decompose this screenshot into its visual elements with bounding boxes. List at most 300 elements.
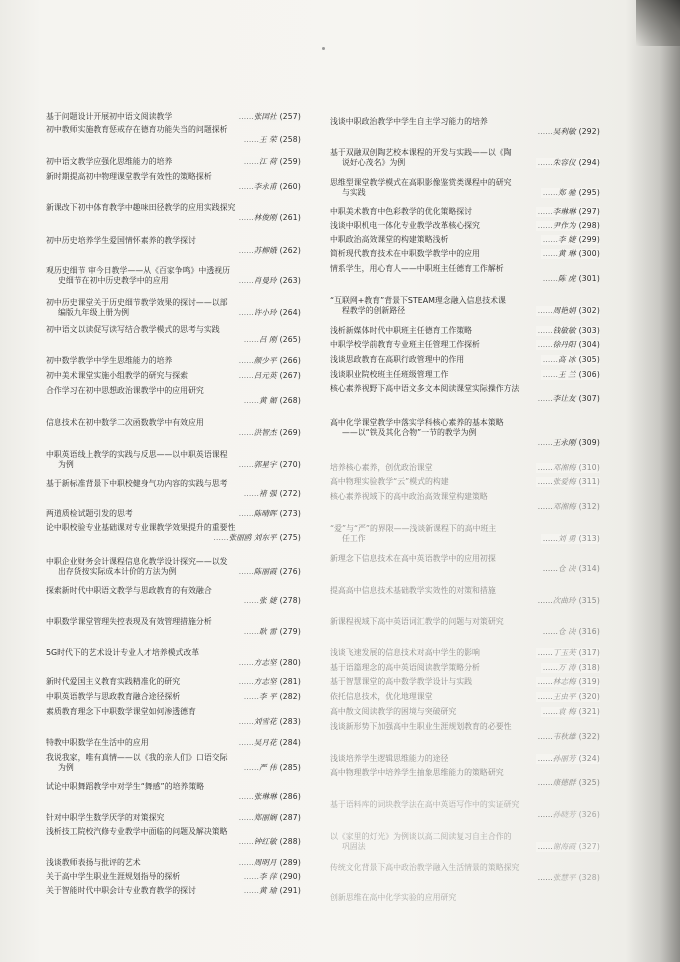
entry-page-number: (289)	[279, 858, 301, 867]
entry-author: 苏柳娥	[253, 246, 277, 255]
entry-author: 黄 瑜	[258, 886, 277, 895]
entry-meta	[541, 249, 600, 259]
leader-dots: ……	[542, 534, 558, 543]
entry-author: 韦秋雄	[552, 732, 576, 741]
entry-page-number: (267)	[279, 371, 301, 380]
entry-title: 新课改下初中体育教学中趣味田径教学的应用实践探究	[46, 203, 236, 212]
toc-entry	[330, 148, 600, 168]
leader-dots: ……	[542, 370, 558, 379]
entry-meta	[46, 533, 301, 543]
toc-entry	[330, 524, 600, 544]
toc-entry	[330, 707, 600, 717]
entry-meta	[330, 274, 600, 284]
entry-meta	[237, 356, 301, 366]
leader-dots: ……	[238, 738, 254, 747]
leader-dots: ……	[537, 873, 553, 882]
entry-title: 基于语篇理念的高中英语阅读教学策略分析	[330, 663, 480, 672]
entry-author: 谢海霞	[552, 842, 576, 851]
leader-dots: ……	[238, 677, 254, 686]
entry-author: 仓 决	[557, 627, 576, 636]
entry-meta	[46, 658, 301, 668]
toc-entry	[46, 557, 301, 577]
leader-dots: ……	[213, 533, 229, 542]
entry-meta	[536, 158, 600, 168]
entry-page-number: (292)	[578, 127, 600, 136]
entry-meta	[242, 763, 301, 773]
entry-author: 吕 刚	[258, 335, 277, 344]
toc-entry	[330, 768, 600, 788]
entry-author: 袁 梅	[557, 707, 576, 716]
leader-dots: ……	[537, 502, 553, 511]
toc-entry	[46, 738, 301, 748]
entry-title: 关于高中学生职业生涯规划指导的探析	[46, 872, 181, 881]
leader-dots: ……	[537, 340, 553, 349]
entry-meta	[330, 596, 600, 606]
entry-meta	[46, 213, 301, 223]
leader-dots: ……	[243, 396, 259, 405]
entry-meta	[536, 207, 600, 217]
toc-entry	[330, 492, 600, 512]
leader-dots: ……	[542, 627, 558, 636]
entry-page-number: (309)	[578, 438, 600, 447]
leader-dots: ……	[537, 778, 553, 787]
entry-meta	[330, 502, 600, 512]
entry-meta	[536, 306, 600, 316]
toc-entry	[330, 893, 600, 903]
leader-dots: ……	[238, 182, 254, 191]
entry-meta	[237, 112, 301, 122]
entry-title: “爱”与“严”的界限——浅谈新课程下的高中班主	[330, 524, 497, 533]
toc-entry	[330, 586, 600, 606]
toc-entry	[46, 203, 301, 223]
entry-author: 钟红敏	[253, 837, 277, 846]
entry-title: 与实践	[342, 188, 366, 197]
entry-meta	[46, 246, 301, 256]
entry-meta	[536, 477, 600, 487]
page-corner-shadow	[636, 0, 680, 46]
entry-meta	[237, 371, 301, 381]
leader-dots: ……	[238, 246, 254, 255]
entry-title: 浅谈培养学生逻辑思维能力的途径	[330, 754, 449, 763]
entry-page-number: (319)	[578, 677, 600, 686]
entry-title: 论中职校验专业基础课对专业课教学效果提升的重要性	[46, 523, 236, 532]
entry-title: 中职数学课堂管理失控表现及有效管理措施分析	[46, 617, 212, 626]
entry-page-number: (326)	[578, 810, 600, 819]
entry-meta	[536, 326, 600, 336]
entry-author: 陈 虎	[557, 274, 576, 283]
entry-meta	[237, 858, 301, 868]
toc-entry	[330, 178, 600, 198]
leader-dots: ……	[243, 692, 259, 701]
entry-title: 观历史细节 审今日教学——从《百家争鸣》中透视历	[46, 266, 230, 275]
entry-title: 基于语料库的词块教学法在高中英语写作中的实证研究	[330, 800, 520, 809]
entry-page-number: (307)	[578, 394, 600, 403]
entry-author: 李琳琳	[552, 207, 576, 216]
toc-entry	[330, 117, 600, 137]
entry-meta	[330, 627, 600, 637]
toc-entry	[330, 418, 600, 448]
entry-meta	[237, 813, 301, 823]
entry-title: 合作学习在初中思想政治课教学中的应用研究	[46, 386, 204, 395]
toc-entry	[46, 827, 301, 847]
entry-author: 徐丹阳	[552, 340, 576, 349]
entry-author: 方志坚	[253, 677, 277, 686]
entry-author: 尹作为	[552, 221, 576, 230]
entry-title: 核心素养视野下高中语文多文本阅读课堂实际操作方法	[330, 384, 520, 393]
entry-title: 提高高中信息技术基础教学实效性的对策和措施	[330, 586, 496, 595]
entry-meta	[541, 235, 600, 245]
entry-author: 李永甫	[253, 182, 277, 191]
leader-dots: ……	[238, 813, 254, 822]
leader-dots: ……	[537, 477, 553, 486]
toc-entry	[46, 418, 301, 438]
entry-author: 万 涛	[557, 663, 576, 672]
entry-title: 编版九年级上册为例	[58, 308, 130, 317]
leader-dots: ……	[238, 371, 254, 380]
entry-page-number: (317)	[578, 648, 600, 657]
entry-author: 王 兰	[557, 370, 576, 379]
toc-entry	[330, 340, 600, 350]
entry-title: 针对中职学生数学厌学的对策探究	[46, 813, 165, 822]
entry-author: 孙晓芳	[552, 810, 576, 819]
entry-meta	[46, 837, 301, 847]
entry-title: 初中数学教学中学生思维能力的培养	[46, 356, 173, 365]
entry-title: 任工作	[342, 534, 366, 543]
entry-title: 两道质检试题引发的思考	[46, 509, 133, 518]
toc-entry	[330, 264, 600, 284]
toc-entry	[330, 296, 600, 316]
entry-meta	[237, 567, 301, 577]
entry-title: 传统文化背景下高中政治教学融入生活情景的策略探究	[330, 863, 520, 872]
toc-entry	[46, 479, 301, 499]
leader-dots: ……	[542, 235, 558, 244]
toc-entry	[330, 832, 600, 852]
leader-dots: ……	[243, 335, 259, 344]
entry-page-number: (270)	[279, 460, 301, 469]
entry-title: 浅析新媒体时代中职班主任德育工作策略	[330, 326, 473, 335]
toc-entry	[330, 648, 600, 658]
entry-author: 郑 驰	[557, 188, 576, 197]
entry-meta	[46, 627, 301, 637]
toc-entry	[46, 692, 301, 702]
entry-title: 浅析技工院校汽修专业教学中面临的问题及解决策略	[46, 827, 228, 836]
entry-author: 周艳娟	[552, 306, 576, 315]
leader-dots: ……	[238, 460, 254, 469]
entry-page-number: (299)	[578, 235, 600, 244]
entry-page-number: (305)	[578, 355, 600, 364]
entry-author: 耿 雷	[258, 627, 277, 636]
toc-entry	[46, 298, 301, 318]
entry-meta	[330, 394, 600, 404]
leader-dots: ……	[537, 810, 553, 819]
entry-author: 方志坚	[253, 658, 277, 667]
entry-author: 王虫平	[552, 692, 576, 701]
entry-title: 新理念下信息技术在高中英语教学中的应用初探	[330, 554, 496, 563]
entry-page-number: (315)	[578, 596, 600, 605]
toc-entry	[330, 355, 600, 365]
entry-page-number: (268)	[279, 396, 301, 405]
leader-dots: ……	[238, 356, 254, 365]
entry-meta	[46, 489, 301, 499]
entry-author: 康德群	[552, 778, 576, 787]
entry-author: 张爱梅	[552, 477, 576, 486]
entry-title: 基于智慧课堂的高中数学教学设计与实践	[330, 677, 473, 686]
leader-dots: ……	[238, 837, 254, 846]
entry-page-number: (291)	[279, 886, 301, 895]
entry-page-number: (325)	[578, 778, 600, 787]
leader-dots: ……	[542, 274, 558, 283]
leader-dots: ……	[238, 509, 254, 518]
entry-page-number: (263)	[279, 276, 301, 285]
entry-title: “互联网+教育”背景下STEAM理念融入信息技术课	[330, 296, 506, 305]
entry-page-number: (269)	[279, 428, 301, 437]
leader-dots: ……	[537, 677, 553, 686]
entry-title: 以《家里的灯光》为例谈以高二阅读复习自主合作的	[330, 832, 512, 841]
entry-page-number: (302)	[578, 306, 600, 315]
entry-author: 李让友	[552, 394, 576, 403]
toc-entry	[330, 754, 600, 764]
entry-title: 高中化学课堂教学中落实学科核心素养的基本策略	[330, 418, 504, 427]
entry-page-number: (298)	[578, 221, 600, 230]
entry-page-number: (303)	[578, 326, 600, 335]
entry-title: 初中语文以读促写读写结合教学模式的思考与实践	[46, 325, 220, 334]
toc-entry	[46, 753, 301, 773]
entry-page-number: (279)	[279, 627, 301, 636]
entry-meta	[237, 738, 301, 748]
leader-dots: ……	[243, 627, 259, 636]
entry-meta	[46, 396, 301, 406]
entry-author: 仓 决	[557, 564, 576, 573]
entry-meta	[541, 707, 600, 717]
entry-meta	[46, 182, 301, 192]
entry-author: 邓湘梅	[552, 463, 576, 472]
leader-dots: ……	[243, 886, 259, 895]
entry-page-number: (284)	[279, 738, 301, 747]
entry-title: 中职英语教学与思政教育融合途径探析	[46, 692, 181, 701]
toc-entry	[46, 125, 301, 145]
leader-dots: ……	[537, 221, 553, 230]
entry-page-number: (283)	[279, 717, 301, 726]
entry-meta	[330, 810, 600, 820]
entry-author: 陈晴晖	[253, 509, 277, 518]
entry-title: 信息技术在初中数学二次函数教学中有效应用	[46, 418, 204, 427]
entry-page-number: (265)	[279, 335, 301, 344]
entry-author: 林志梅	[552, 677, 576, 686]
entry-title: 初中美术课堂实施小组教学的研究与探索	[46, 371, 189, 380]
toc-entry	[46, 266, 301, 286]
entry-title: 中职学校学前教育专业班主任管理工作探析	[330, 340, 480, 349]
toc-entry	[46, 157, 301, 167]
entry-page-number: (280)	[279, 658, 301, 667]
entry-page-number: (314)	[578, 564, 600, 573]
leader-dots: ……	[537, 732, 553, 741]
entry-meta	[46, 717, 301, 727]
entry-author: 周明月	[253, 858, 277, 867]
toc-entry	[330, 617, 600, 637]
toc-entry	[330, 326, 600, 336]
leader-dots: ……	[238, 717, 254, 726]
entry-author: 郭星宇	[253, 460, 277, 469]
leader-dots: ……	[243, 489, 259, 498]
entry-page-number: (281)	[279, 677, 301, 686]
entry-title: 高中物理实验教学“云”模式的构建	[330, 477, 449, 486]
entry-page-number: (312)	[578, 502, 600, 511]
entry-author: 李 婕	[557, 235, 576, 244]
entry-meta	[46, 135, 301, 145]
toc-entry	[330, 863, 600, 883]
toc-entry	[46, 813, 301, 823]
entry-meta	[237, 509, 301, 519]
entry-author: 张琳琳	[253, 792, 277, 801]
entry-page-number: (290)	[279, 872, 301, 881]
leader-dots: ……	[537, 127, 553, 136]
entry-page-number: (327)	[578, 842, 600, 851]
toc-entry	[330, 800, 600, 820]
entry-author: 王 荣	[258, 135, 277, 144]
leader-dots: ……	[537, 207, 553, 216]
entry-author: 吴月花	[253, 738, 277, 747]
toc-entry	[330, 477, 600, 487]
entry-author: 黄 琳	[557, 249, 576, 258]
entry-meta	[536, 754, 600, 764]
entry-author: 颜少平	[253, 356, 277, 365]
entry-meta	[330, 778, 600, 788]
entry-meta	[330, 438, 600, 448]
entry-page-number: (301)	[578, 274, 600, 283]
leader-dots: ……	[243, 135, 259, 144]
toc-entry	[46, 172, 301, 192]
ink-spot	[322, 47, 325, 50]
entry-page-number: (287)	[279, 813, 301, 822]
leader-dots: ……	[537, 306, 553, 315]
entry-meta	[536, 677, 600, 687]
toc-entry	[46, 886, 301, 896]
entry-title: 巩固法	[342, 842, 366, 851]
entry-meta	[242, 157, 301, 167]
entry-author: 黄 媚	[258, 396, 277, 405]
toc-entry	[46, 236, 301, 256]
entry-title: 基于新标准背景下中职校健身气功内容的实践与思考	[46, 479, 228, 488]
entry-title: 培养核心素养，创优政治课堂	[330, 463, 433, 472]
entry-author: 钱敏敏	[552, 326, 576, 335]
leader-dots: ……	[243, 872, 259, 881]
leader-dots: ……	[243, 596, 259, 605]
entry-page-number: (257)	[279, 112, 301, 121]
leader-dots: ……	[537, 394, 553, 403]
entry-page-number: (276)	[279, 567, 301, 576]
entry-meta	[46, 335, 301, 345]
toc-entry	[330, 677, 600, 687]
leader-dots: ……	[238, 213, 254, 222]
entry-title: 初中教师实施教育惩戒存在德育功能失当的问题探析	[46, 125, 228, 134]
entry-page-number: (310)	[578, 463, 600, 472]
entry-title: 简析现代教育技术在中职数学教学中的应用	[330, 249, 480, 258]
leader-dots: ……	[238, 792, 254, 801]
entry-page-number: (328)	[578, 873, 600, 882]
entry-page-number: (321)	[578, 707, 600, 716]
entry-title: 核心素养视域下的高中政治高效课堂构建策略	[330, 492, 488, 501]
entry-title: 创新思维在高中化学实验的应用研究	[330, 893, 457, 902]
leader-dots: ……	[537, 648, 553, 657]
toc-entry	[330, 463, 600, 473]
toc-entry	[46, 782, 301, 802]
entry-author: 肖曼玲	[253, 276, 277, 285]
leader-dots: ……	[537, 754, 553, 763]
entry-page-number: (275)	[279, 533, 301, 542]
entry-author: 张国社	[253, 112, 277, 121]
entry-title: 高中散文阅读教学的困境与突破研究	[330, 707, 457, 716]
entry-page-number: (318)	[578, 663, 600, 672]
entry-author: 高 冰	[557, 355, 576, 364]
entry-author: 林俊刚	[253, 213, 277, 222]
entry-meta	[242, 886, 301, 896]
entry-meta	[536, 221, 600, 231]
toc-entry	[330, 370, 600, 380]
entry-meta	[330, 127, 600, 137]
leader-dots: ……	[243, 157, 259, 166]
entry-title: 基于双融双创陶艺校本课程的开发与实践——以《陶	[330, 148, 512, 157]
entry-meta	[242, 872, 301, 882]
entry-title: 浅谈职业院校班主任班级管理工作	[330, 370, 449, 379]
entry-page-number: (285)	[279, 763, 301, 772]
entry-title: 浅谈教师表扬与批评的艺术	[46, 858, 141, 867]
toc-entry	[46, 677, 301, 687]
entry-page-number: (300)	[578, 249, 600, 258]
entry-title: 浅谈中职机电一体化专业教学改革核心探究	[330, 221, 480, 230]
entry-author: 郑丽娴	[253, 813, 277, 822]
toc-entry	[46, 858, 301, 868]
entry-title: 高中物理教学中培养学生抽象思维能力的策略研究	[330, 768, 504, 777]
entry-title: 试论中职舞蹈教学中对学生“舞感”的培养策略	[46, 782, 205, 791]
entry-title: 浅谈思政教育在高职行政管理中的作用	[330, 355, 465, 364]
entry-meta	[330, 732, 600, 742]
entry-author: 吴利敏	[552, 127, 576, 136]
entry-page-number: (313)	[578, 534, 600, 543]
toc-entry	[46, 586, 301, 606]
entry-meta	[541, 663, 600, 673]
entry-page-number: (322)	[578, 732, 600, 741]
entry-meta	[237, 677, 301, 687]
leader-dots: ……	[542, 663, 558, 672]
entry-meta	[330, 564, 600, 574]
entry-title: 5G时代下的艺术设计专业人才培养模式改革	[46, 648, 200, 657]
entry-meta	[536, 842, 600, 852]
entry-title: 为例	[58, 763, 74, 772]
entry-page-number: (286)	[279, 792, 301, 801]
entry-title: 新课程视域下高中英语词汇教学的问题与对策研究	[330, 617, 504, 626]
entry-page-number: (261)	[279, 213, 301, 222]
entry-page-number: (278)	[279, 596, 301, 605]
entry-title: 新时期提高初中物理课堂教学有效性的策略探析	[46, 172, 212, 181]
leader-dots: ……	[537, 438, 553, 447]
toc-entry	[330, 235, 600, 245]
entry-title: 初中历史培养学生爱国情怀素养的教学探讨	[46, 236, 196, 245]
entry-page-number: (259)	[279, 157, 301, 166]
toc-entry	[330, 663, 600, 673]
toc-entry	[46, 325, 301, 345]
entry-title: 出存货按实际成本计价的方法为例	[58, 567, 177, 576]
toc-entry	[46, 356, 301, 366]
entry-author: 洪智杰	[253, 428, 277, 437]
entry-page-number: (273)	[279, 509, 301, 518]
entry-title: 初中历史课堂关于历史细节教学效果的探讨——以部	[46, 298, 228, 307]
entry-meta	[536, 463, 600, 473]
leader-dots: ……	[238, 112, 254, 121]
leader-dots: ……	[537, 158, 553, 167]
entry-title: 中职政治高效课堂的构建策略浅析	[330, 235, 449, 244]
entry-page-number: (297)	[578, 207, 600, 216]
entry-title: 基于问题设计开展初中语文阅读教学	[46, 112, 173, 121]
